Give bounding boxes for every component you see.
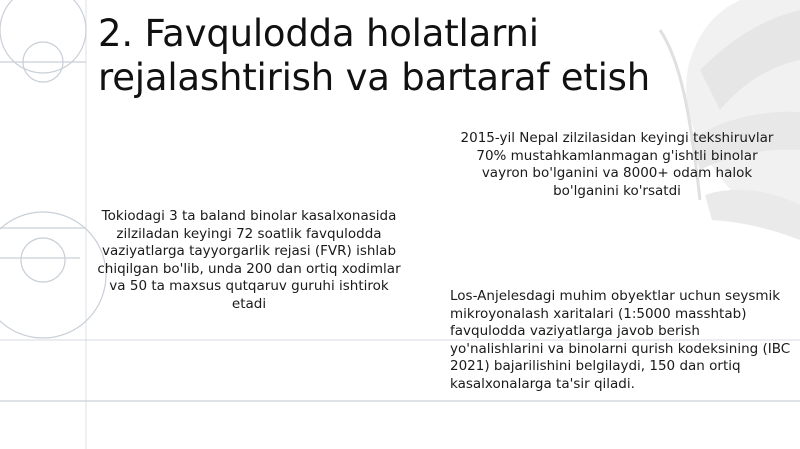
deco-circle-small-bottom [21,238,65,282]
deco-circle-large-bottom [0,212,106,338]
slide-title [98,12,788,100]
paragraph-los-angeles: Los-Anjelesdagi muhim obyektlar uchun seysmik mikroyonalash xaritalari (1:5000 masshtab) favqulodda vaziyatlarga javob berish yo'nalishlarini va binolarni qurish kodeksining (IBC 2021) bajarilishini belgilaydi, 150 dan ortiq kasalxonalarga ta'sir qiladi. [450,288,791,392]
paragraph-tokio: Tokiodagi 3 ta baland binolar kasalxonasida zilziladan keyingi 72 soatlik favqulodda vaziyatlarga tayyorgarlik rejasi (FVR) ishlab chiqilgan bo'lib, unda 200 dan ortiq xodimlar va 50 ta maxsus qutqaruv guruhi ishtirok etadi [97,208,401,312]
paragraph-nepal: 2015-yil Nepal zilzilasidan keyingi tekshiruvlar 70% mustahkamlanmagan g'ishtli binolar vayron bo'lganini va 8000+ odam halok bo'lganini ko'rsatdi [460,130,774,199]
slide-title-line2: rejalashtirish va bartaraf etish [98,56,650,99]
slide-title-line1: 2. Favqulodda holatlarni [98,12,539,55]
